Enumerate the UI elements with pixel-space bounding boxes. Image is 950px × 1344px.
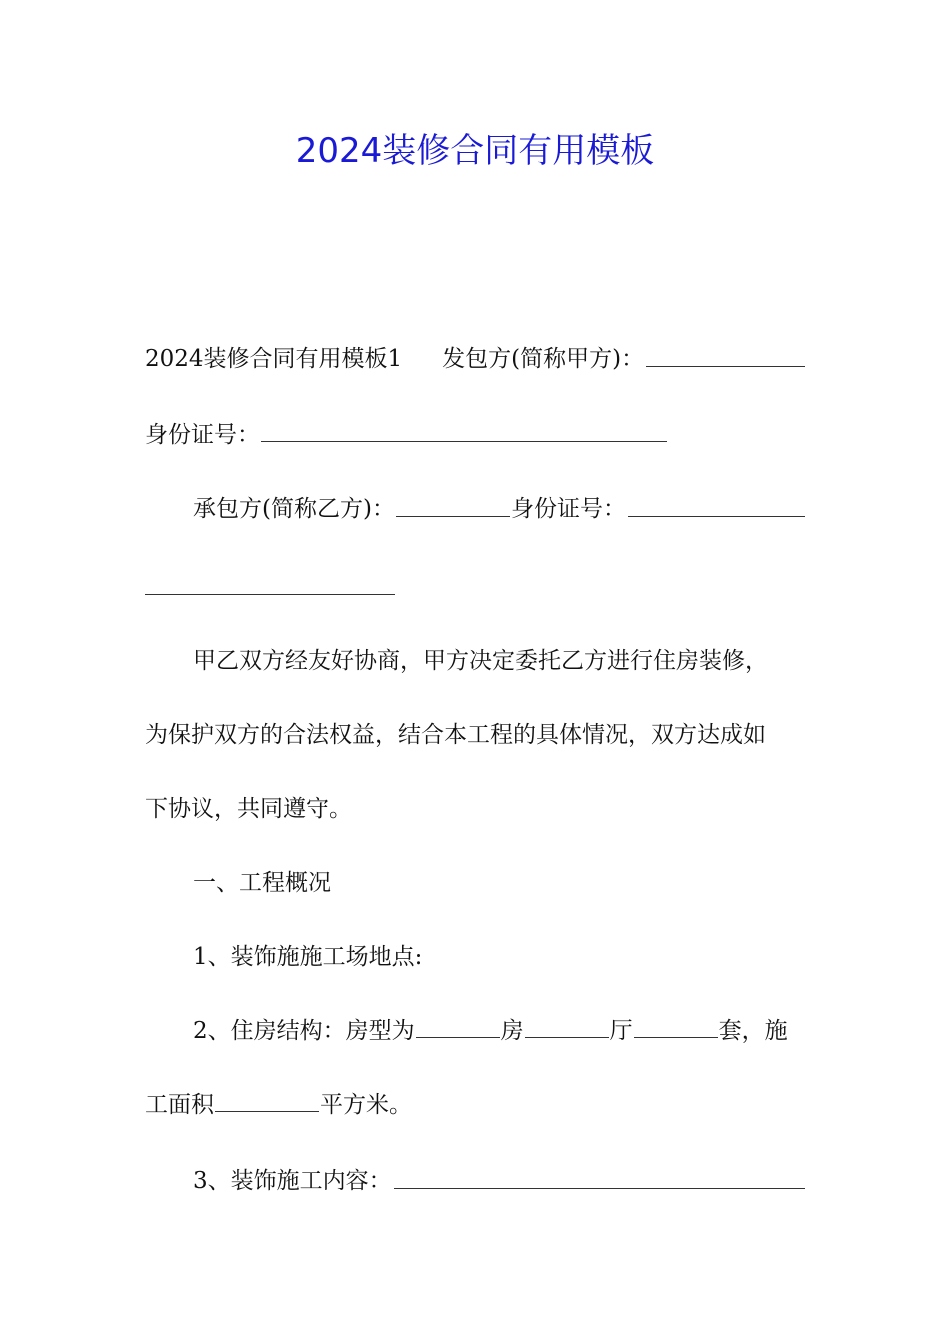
party-b-label: 承包方(简称乙方)：: [193, 496, 395, 522]
item-3-label: 3、装饰施工内容：: [193, 1168, 392, 1194]
para1-line2: 为保护双方的合法权益，结合本工程的具体情况，双方达成如: [145, 722, 766, 748]
item-3-blank[interactable]: [394, 1166, 805, 1189]
item-2-line1: [193, 1016, 788, 1046]
room-count-blank[interactable]: [416, 1019, 500, 1038]
section-1-heading: 一、工程概况: [193, 870, 331, 896]
hall-label: 厅: [609, 1018, 633, 1044]
room-label: 房: [500, 1018, 524, 1044]
id-blank-2[interactable]: [628, 494, 805, 517]
page-title: 2024装修合同有用模板: [295, 131, 655, 171]
hall-count-blank[interactable]: [525, 1019, 609, 1038]
para1-line3: 下协议，共同遵守。: [145, 796, 352, 822]
para1-line1: 甲乙双方经友好协商，甲方决定委托乙方进行住房装修，: [193, 648, 768, 674]
item-1: 1、装饰施施工场地点:: [193, 944, 423, 970]
area-prefix: 工面积: [145, 1092, 214, 1118]
suite-label: 套，施: [718, 1018, 788, 1044]
heading-party-a-line: [145, 344, 805, 374]
area-suffix: 平方米。: [320, 1092, 412, 1118]
id-blank-2-continued[interactable]: [145, 572, 395, 595]
item-2-line2: [145, 1090, 412, 1120]
contract-heading: 2024装修合同有用模板1: [145, 346, 403, 372]
id-label-1: 身份证号：: [145, 422, 260, 448]
id-label-2: 身份证号：: [510, 496, 626, 522]
item-2-prefix: 2、住房结构：房型为: [193, 1018, 415, 1044]
suite-count-blank[interactable]: [634, 1019, 718, 1038]
party-a-label: 发包方(简称甲方)：: [442, 346, 645, 372]
party-b-blank[interactable]: [396, 494, 510, 517]
area-blank[interactable]: [215, 1093, 319, 1112]
item-3-line: [193, 1166, 805, 1196]
party-a-blank[interactable]: [646, 344, 805, 367]
id-line-1: [145, 420, 668, 450]
party-b-line: [193, 494, 805, 524]
id-blank-1[interactable]: [261, 423, 667, 442]
